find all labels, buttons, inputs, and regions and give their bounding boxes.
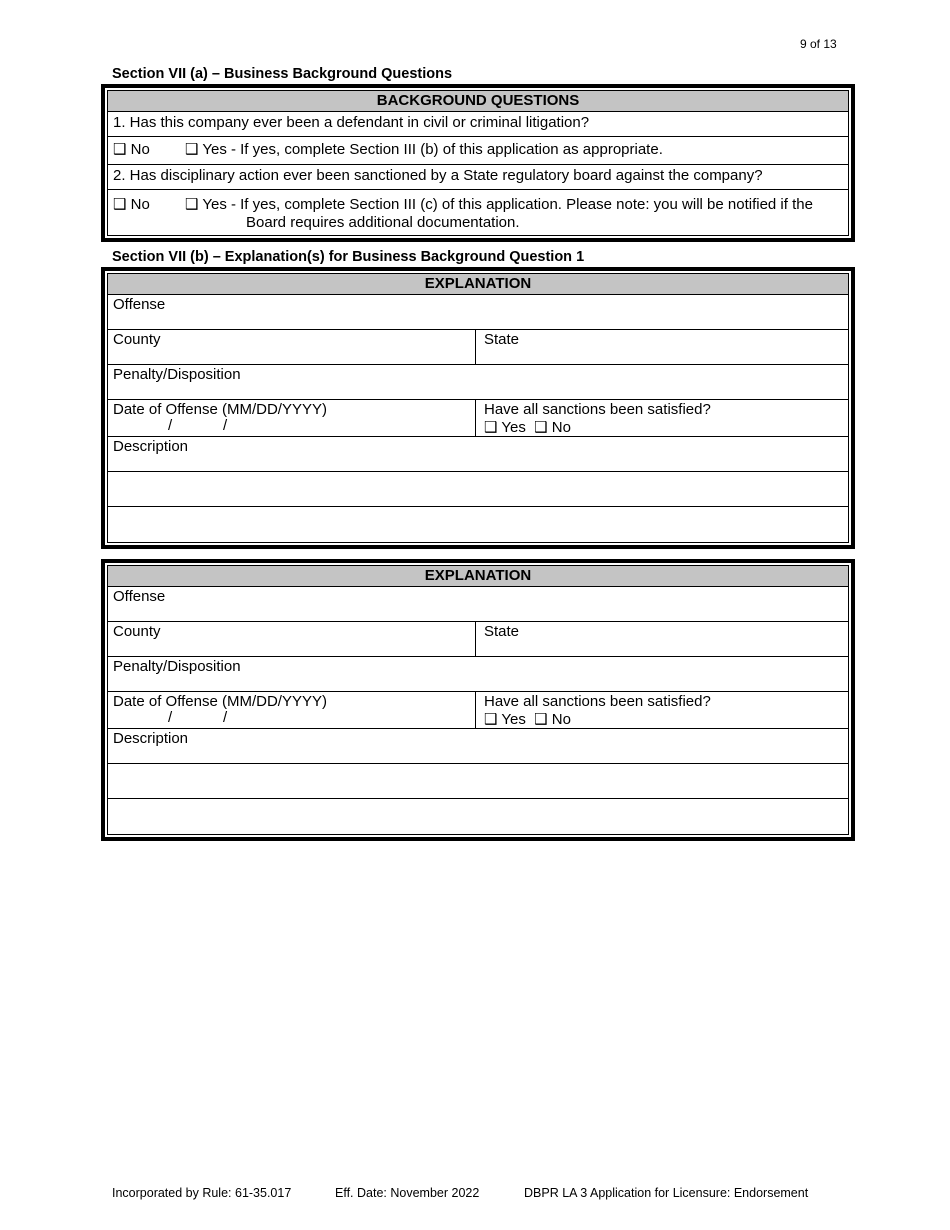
explanation-table-1 (101, 267, 855, 549)
question-1-options (108, 137, 848, 165)
section-a-title: Section VII (a) – Business Background Questions (112, 66, 453, 82)
sanctions-question: Have all sanctions been satisfied? (484, 693, 711, 710)
state-label: State (484, 331, 520, 348)
question-1-text: 1. Has this company ever been a defendant in civil or criminal litigation? (113, 114, 590, 131)
question-2-yes-continuation: Board requires additional documentation. (246, 214, 520, 231)
date-sanctions-row (108, 692, 848, 729)
question-1-yes-checkbox[interactable]: ❑ Yes - If yes, complete Section III (b) of this application as appropriate. (185, 141, 663, 158)
offense-field[interactable] (108, 587, 848, 622)
date-of-offense-field[interactable] (108, 400, 476, 436)
date-sanctions-row (108, 400, 848, 437)
sanctions-question: Have all sanctions been satisfied? (484, 401, 711, 418)
page-number: 9 of 13 (800, 37, 837, 51)
description-line-2[interactable] (108, 472, 848, 507)
county-field[interactable] (108, 330, 476, 364)
description-label: Description (113, 438, 189, 455)
description-field[interactable] (108, 437, 848, 472)
question-2-yes-label: ❑ Yes - If yes, complete Section III (c) of this application. Please note: you will be notified if the (185, 196, 813, 213)
offense-field[interactable] (108, 295, 848, 330)
date-slashes: / / (168, 709, 228, 726)
state-field[interactable] (476, 622, 848, 656)
explanation-table-2 (101, 559, 855, 841)
sanctions-yes-checkbox[interactable]: ❑ Yes (484, 711, 526, 728)
sanctions-no-checkbox[interactable]: ❑ No (534, 419, 571, 436)
penalty-label: Penalty/Disposition (113, 366, 241, 383)
sanctions-field (476, 400, 848, 436)
description-line-3[interactable] (108, 799, 848, 834)
penalty-label: Penalty/Disposition (113, 658, 241, 675)
question-2-yes-checkbox[interactable] (185, 196, 843, 232)
question-1 (108, 112, 848, 137)
question-2-text: 2. Has disciplinary action ever been sanctioned by a State regulatory board against the company? (113, 167, 763, 184)
footer-form-name: DBPR LA 3 Application for Licensure: Endorsement (524, 1186, 809, 1200)
county-state-row (108, 622, 848, 657)
date-of-offense-label: Date of Offense (MM/DD/YYYY) (113, 401, 327, 418)
footer-eff-date: Eff. Date: November 2022 (335, 1186, 480, 1200)
state-field[interactable] (476, 330, 848, 364)
date-slashes: / / (168, 417, 228, 434)
explanation-header: EXPLANATION (108, 274, 848, 295)
description-field[interactable] (108, 729, 848, 764)
description-label: Description (113, 730, 189, 747)
background-questions-table (101, 84, 855, 242)
penalty-field[interactable] (108, 365, 848, 400)
explanation-header: EXPLANATION (108, 566, 848, 587)
offense-label: Offense (113, 588, 166, 605)
state-label: State (484, 623, 520, 640)
sanctions-field (476, 692, 848, 728)
question-2 (108, 165, 848, 190)
section-b-title: Section VII (b) – Explanation(s) for Business Background Question 1 (112, 249, 585, 265)
county-field[interactable] (108, 622, 476, 656)
county-label: County (113, 331, 161, 348)
question-1-no-checkbox[interactable]: ❑ No (113, 141, 150, 158)
date-of-offense-label: Date of Offense (MM/DD/YYYY) (113, 693, 327, 710)
description-line-3[interactable] (108, 507, 848, 542)
sanctions-yes-checkbox[interactable]: ❑ Yes (484, 419, 526, 436)
penalty-field[interactable] (108, 657, 848, 692)
background-questions-header: BACKGROUND QUESTIONS (108, 91, 848, 112)
county-label: County (113, 623, 161, 640)
description-line-2[interactable] (108, 764, 848, 799)
date-of-offense-field[interactable] (108, 692, 476, 728)
footer-rule: Incorporated by Rule: 61-35.017 (112, 1186, 292, 1200)
offense-label: Offense (113, 296, 166, 313)
question-2-options (108, 190, 848, 235)
county-state-row (108, 330, 848, 365)
sanctions-no-checkbox[interactable]: ❑ No (534, 711, 571, 728)
question-2-no-checkbox[interactable]: ❑ No (113, 196, 150, 213)
